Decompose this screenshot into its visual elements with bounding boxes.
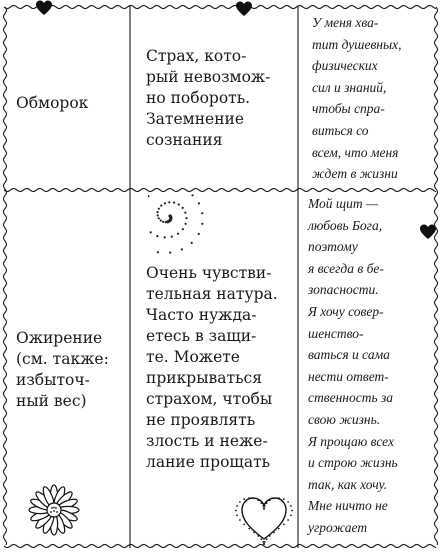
affirmation-line: угрожает	[308, 519, 368, 535]
heart-halo-dot	[269, 500, 271, 502]
wavy-border-bottom	[4, 544, 436, 547]
spiral-dot	[177, 233, 179, 235]
spiral-dot	[165, 221, 167, 223]
row-2-name	[16, 328, 109, 412]
spiral-dot	[164, 202, 166, 204]
affirmation-line: я всегда в бе-	[308, 260, 384, 276]
affirmation-line: сил и знаний,	[312, 79, 387, 95]
flower-center-dot	[53, 507, 55, 509]
affirmation-line: ственность за	[308, 390, 394, 406]
heart-halo-dot	[283, 498, 285, 500]
heart-halo-dot	[248, 497, 250, 499]
heart-halo-dot	[257, 535, 259, 537]
flower-center-dot	[55, 507, 57, 509]
spiral-dot	[185, 223, 187, 225]
cause-line: страхом, чтобы	[146, 390, 273, 408]
spiral-dot	[168, 201, 170, 203]
spiral-icon	[148, 194, 218, 258]
affirmation-line: шенство-	[308, 325, 364, 341]
cause-line: етесь в защи-	[146, 327, 257, 345]
affirmation-line: так, как хочу.	[308, 476, 388, 492]
affirmation-line: поэтому	[308, 239, 358, 255]
cause-line: лание прощать	[146, 453, 271, 471]
affirmation-line: нести ответ-	[308, 368, 389, 384]
spiral-dot	[173, 202, 175, 204]
heart-icon	[235, 1, 253, 17]
flower-center-dot	[53, 510, 55, 512]
heart-halo-dot	[278, 528, 280, 530]
heart-halo-dot	[269, 535, 271, 537]
cause-line: Очень чувстви-	[146, 264, 272, 282]
cause-line: прикрываться	[146, 369, 262, 387]
spiral-dot	[181, 248, 183, 250]
heart-halo-dot	[287, 501, 289, 503]
spiral-dot	[191, 242, 193, 244]
spiral-dot	[185, 217, 187, 219]
heart-halo-dot	[273, 532, 275, 534]
cause-line: но побороть.	[146, 89, 251, 107]
spiral-dot	[162, 221, 164, 223]
heart-halo-dot	[263, 507, 265, 509]
spiral-dot	[156, 235, 158, 237]
flower-center-dot	[50, 511, 52, 513]
spiral-dot	[157, 214, 159, 216]
cause-line: те. Можете	[146, 348, 240, 366]
spiral-dot	[191, 194, 193, 196]
heart-halo-dot	[248, 528, 250, 530]
heart-halo-dot	[264, 541, 266, 543]
heart-halo-dot	[273, 498, 275, 500]
heart-halo-dot	[278, 497, 280, 499]
spiral-dot	[169, 252, 171, 254]
wavy-border-middle	[4, 188, 436, 191]
spiral-dot	[157, 251, 159, 253]
flower-center-dot	[51, 507, 53, 509]
row-1-cause	[146, 46, 270, 151]
heart-icon	[419, 224, 437, 240]
cause-line: не проявлять	[146, 411, 256, 429]
spiral-dot	[160, 205, 162, 207]
name-line: Ожирение	[16, 329, 103, 347]
row-1-name: Обморок	[16, 94, 89, 112]
spiral-dot	[182, 207, 184, 209]
heart-halo-dot	[266, 538, 268, 540]
heart-halo-dot	[283, 524, 285, 526]
heart-halo-dot	[261, 502, 263, 504]
flower-center-dot	[56, 511, 58, 513]
spiral-dot	[201, 223, 203, 225]
heart-halo-dot	[239, 501, 241, 503]
cause-line: злость и неже-	[146, 432, 268, 450]
affirmation-line: ждет в жизни	[312, 166, 398, 182]
heart-halo-dot	[253, 498, 255, 500]
heart-halo-dot	[266, 502, 268, 504]
affirmation-line: Я хочу совер-	[308, 303, 384, 319]
spiral-dot	[164, 236, 166, 238]
affirmation-line: Мне ничто не	[308, 498, 388, 514]
heart-halo-dot	[243, 498, 245, 500]
affirmation-line: виться со	[312, 122, 369, 138]
heart-halo-dot	[291, 510, 293, 512]
spiral-dot	[184, 212, 186, 214]
heart-halo-dot	[287, 519, 289, 521]
spiral-dot	[201, 212, 203, 214]
cause-line: тельная натура.	[146, 285, 278, 303]
affirmation-line: ваться и сама	[308, 347, 390, 363]
heart-halo-dot	[290, 505, 292, 507]
cause-line: Затемнение	[146, 110, 245, 128]
spiral-dot	[158, 208, 160, 210]
affirmation-line: чтобы спра-	[312, 101, 385, 117]
cause-line: Страх, кото-	[146, 47, 247, 65]
wavy-border-top	[4, 5, 436, 8]
name-line: ный вес)	[16, 392, 87, 410]
heart-halo-dot	[257, 500, 259, 502]
heart-halo-dot	[239, 519, 241, 521]
heart-halo-dot	[261, 538, 263, 540]
affirmation-line: зопасности.	[308, 282, 379, 298]
wavy-border-left	[3, 7, 6, 545]
affirmation-line: всем, что меня	[312, 144, 399, 160]
name-line: избыточ-	[16, 371, 90, 389]
affirmation-line: физических	[312, 58, 378, 74]
affirmation-line: любовь Бога,	[308, 217, 383, 233]
row-2-cause	[146, 263, 278, 473]
affirmation-line: У меня хва-	[312, 15, 379, 30]
heart-halo-dot	[290, 515, 292, 517]
heart-halo-dot	[263, 543, 265, 545]
spiral-dot	[171, 236, 173, 238]
heart-halo-dot	[235, 510, 237, 512]
spiral-dot	[150, 231, 152, 233]
row-1-affirmation	[312, 12, 402, 185]
heart-halo-dot	[262, 541, 264, 543]
wavy-border-right	[434, 7, 437, 545]
heart-outline-icon	[232, 487, 296, 547]
spiral-dot	[198, 202, 200, 204]
spiral-dot	[166, 220, 169, 223]
heart-icon	[35, 0, 53, 16]
heart-halo-dot	[236, 505, 238, 507]
affirmation-line: Мой щит —	[308, 196, 378, 211]
spiral-dot	[157, 211, 159, 213]
cause-line: рый невозмож-	[146, 68, 271, 86]
cause-line: Часто нужда-	[146, 306, 257, 324]
heart-halo-dot	[243, 524, 245, 526]
affirmation-line: свою жизнь.	[308, 411, 381, 427]
cause-line: сознания	[146, 131, 223, 149]
name-line: (см. также:	[16, 350, 109, 368]
spiral-dot	[178, 203, 180, 205]
heart-halo-dot	[262, 505, 264, 507]
affirmation-line: Я прощаю всех	[308, 433, 394, 449]
spiral-dot	[198, 233, 200, 235]
row-2-affirmation	[308, 193, 398, 539]
affirmation-line: и строю жизнь	[308, 455, 398, 471]
heart-halo-dot	[264, 505, 266, 507]
flower-icon	[22, 478, 86, 542]
affirmation-line: тит душевных,	[312, 36, 402, 52]
spiral-dot	[160, 219, 162, 221]
heart-halo-dot	[236, 515, 238, 517]
heart-halo-dot	[253, 532, 255, 534]
spiral-dot	[158, 217, 160, 219]
spiral-dot	[148, 195, 150, 197]
spiral-dot	[182, 228, 184, 230]
